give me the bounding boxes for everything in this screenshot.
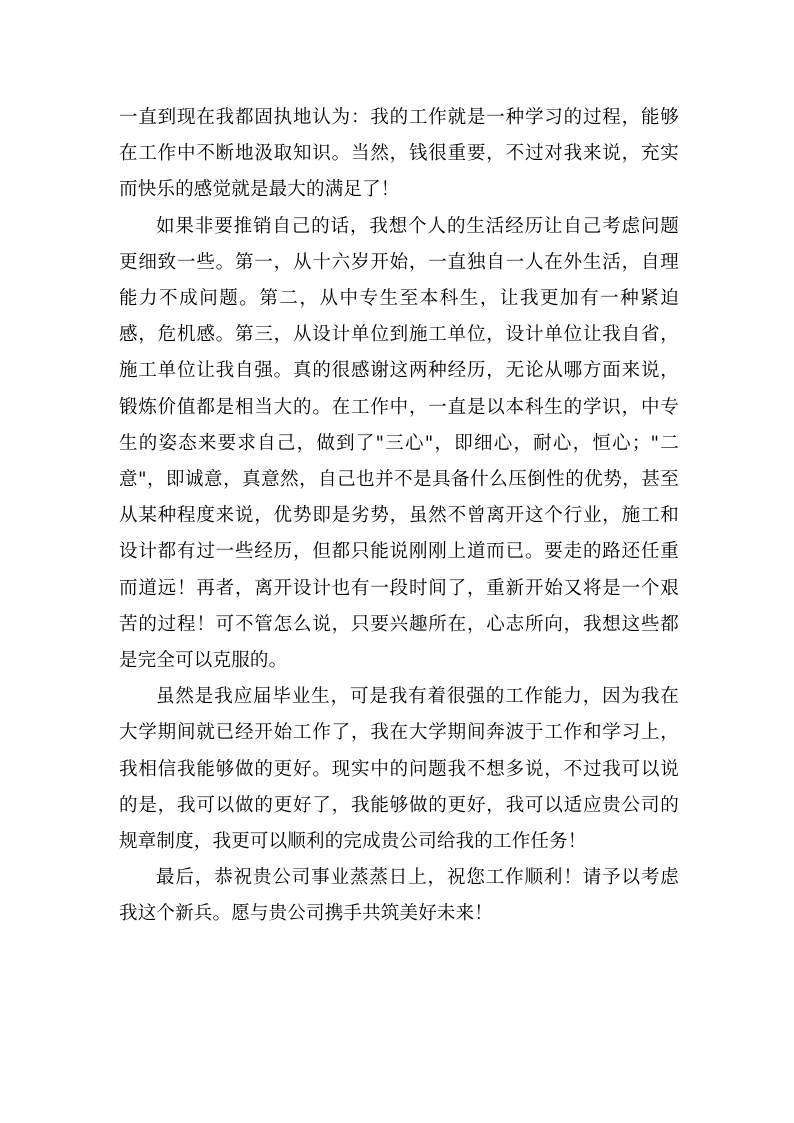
document-body bbox=[119, 100, 679, 933]
paragraph-work-ability: 虽然是我应届毕业生，可是我有着很强的工作能力，因为我在大学期间就已经开始工作了，我在大学期间奔波于工作和学习上，我相信我能够做的更好。现实中的问题我不想多说，不过我可以说的是，我可以做的更好了，我能够做的更好，我可以适应贵公司的规章制度，我更可以顺利的完成贵公司给我的工作任务！ bbox=[119, 686, 679, 853]
paragraph-work-philosophy: 一直到现在我都固执地认为：我的工作就是一种学习的过程，能够在工作中不断地汲取知识。当然，钱很重要，不过对我来说，充实而快乐的感觉就是最大的满足了！ bbox=[119, 107, 679, 201]
paragraph-self-recommendation: 如果非要推销自己的话，我想个人的生活经历让自己考虑问题更细致一些。第一，从十六岁开始，一直独自一人在外生活，自理能力不成问题。第二，从中专生至本科生，让我更加有一种紧迫感，危机感。第三，从设计单位到施工单位，设计单位让我自省，施工单位让我自强。真的很感谢这两种经历，无论从哪方面来说，锻炼价值都是相当大的。在工作中，一直是以本科生的学识，中专生的姿态来要求自己，做到了"三心"，即细心，耐心，恒心；"二意"，即诚意，真意然，自己也并不是具备什么压倒性的优势，甚至从某种程度来说，优势即是劣势，虽然不曾离开这个行业，施工和设计都有过一些经历，但都只能说刚刚上道而已。要走的路还任重而道远！再者，离开设计也有一段时间了，重新开始又将是一个艰苦的过程！可不管怎么说，只要兴趣所在，心志所向，我想这些都是完全可以克服的。 bbox=[119, 215, 679, 672]
paragraph-closing: 最后，恭祝贵公司事业蒸蒸日上，祝您工作顺利！请予以考虑我这个新兵。愿与贵公司携手共筑美好未来！ bbox=[119, 867, 679, 925]
